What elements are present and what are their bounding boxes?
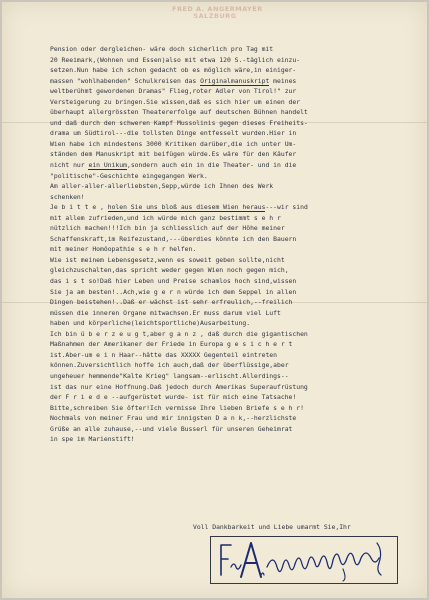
letter-line — [50, 202, 402, 213]
letter-line — [50, 360, 402, 371]
letterhead-stamp — [172, 5, 263, 28]
letter-line — [50, 97, 402, 108]
letter-text: nicht nur — [50, 161, 89, 170]
letter-text: der F r i e d e --aufgerüstet wurde- ist für mich eine Tatsache! — [50, 393, 297, 402]
stamp-city: SALZBURG — [193, 12, 237, 20]
letter-text: Ich bin ü b e r z e u g t,aber g a n z , daß durch die gigantischen — [50, 329, 308, 338]
letter-text: ständen dem Manuskript mit beifügen würde.Es wäre für den Käufer — [50, 150, 297, 159]
letter-text: Schaffenskraft,im Reifezustand,---überdies könnte ich den Bauern — [50, 234, 297, 243]
underlined-text: ein Unikum — [88, 161, 127, 170]
letter-line — [50, 329, 402, 340]
letter-line — [50, 44, 402, 55]
letter-line — [50, 192, 402, 203]
letter-line — [50, 371, 402, 382]
letter-text: haben und körperliche(leichtsportliche)Ausarbeitung. — [50, 319, 251, 328]
letter-text: Pension oder dergleichen- wäre doch sicherlich pro Tag mit — [50, 45, 274, 53]
letter-line — [50, 234, 402, 245]
letter-text: in spe im Marienstift! — [50, 435, 135, 444]
letter-line — [50, 76, 402, 87]
underlined-text: Originalmanuskript — [200, 76, 270, 85]
letter-text: Wie ist meinem Lebensgesetz,wenn es soweit geben sollte,nicht — [50, 255, 285, 264]
letter-line — [50, 160, 402, 171]
letter-text: Sie ja am besten!..Ach,wie g e r n würde ich dem Seppel in allen — [50, 287, 297, 296]
signature-icon — [211, 537, 397, 583]
letter-line — [50, 318, 402, 329]
letter-text: 20 Reeimark,(Wohnen und Essen)also mit etwa 120 S.-täglich einzu- — [50, 55, 301, 64]
letter-text: Bitte,schreiben Sie öfter!Ich vermisse Ihre lieben Briefe s e h r! — [50, 403, 304, 412]
letter-line — [50, 350, 402, 361]
letter-text: Nochmals von meiner Frau und mir innigsten D a n k,--herzlichste — [50, 414, 297, 423]
letter-line — [50, 413, 402, 424]
letter-text: Wien habe ich mindestens 3000 Kritiken darüber,die ich unter Um- — [50, 139, 297, 148]
underlined-text: holen Sie uns bloß aus diesem Wien heraus — [107, 203, 266, 212]
letter-text: und daß durch den schweren Kampf Mussolinis gegen dieses Freiheits- — [50, 118, 308, 127]
letter-line — [50, 181, 402, 192]
letter-text: Je b i t t e , — [50, 203, 108, 212]
stamp-name: FRED A. ANGERMAYER — [172, 5, 263, 13]
letter-text: Maßnahmen der Amerikaner der Friede in Europa g e s i c h e r t — [50, 340, 293, 349]
letter-line — [50, 107, 402, 118]
letter-line — [50, 171, 402, 182]
letter-text: ,sondern auch ein in die Theater- und in die — [126, 161, 297, 170]
letter-text: setzen.Nun habe ich schon gedacht ob es möglich wäre,in einiger- — [50, 66, 297, 75]
letter-line — [50, 128, 402, 139]
letter-line — [50, 118, 402, 129]
letter-text: Versteigerung zu bringen.Sie wissen,daß es sich hier um einen der — [50, 97, 301, 106]
letter-line — [50, 244, 402, 255]
letter-line — [50, 65, 402, 76]
letter-text: schenken! — [50, 192, 85, 201]
letter-text: ungeheuer hemmende"Kalte Krieg" langsam--erlischt.Allerdings-- — [50, 371, 289, 380]
letter-text: drama um Südtirol---die tollsten Dinge entfesselt wurden.Hier in — [50, 129, 297, 138]
letter-text: weltberühmt gewordenen Dramas" Flieg,roter Adler von Tirol!" zur — [50, 87, 297, 96]
letter-text: gleichzuschalten,das spricht weder gegen Wien noch gegen mich, — [50, 266, 289, 275]
letter-text: nützlich machen!!!Ich bin ja schliesslich auf der Höhe meiner — [50, 224, 285, 233]
letter-line — [50, 403, 402, 414]
letter-line — [50, 149, 402, 160]
letter-text: Am aller-aller-allerliebsten,Sepp,würde ich Ihnen des Werk — [50, 182, 274, 191]
letter-body — [50, 44, 402, 445]
letter-text: das i s t so!Daß hier Leben und Preise schamlos hoch sind,wissen — [50, 277, 297, 286]
letter-text: meines — [269, 76, 297, 85]
letter-line — [50, 392, 402, 403]
letter-line — [50, 223, 402, 234]
letter-line — [50, 276, 402, 287]
letter-text: ist.Aber-um e i n Haar--hätte das XXXXX Gegenteil eintreten — [50, 350, 278, 359]
letter-line — [50, 55, 402, 66]
letter-line — [50, 308, 402, 319]
letter-line — [50, 424, 402, 435]
letter-line — [50, 434, 402, 445]
letter-text: mit meiner Homöopathie s e h r helfen. — [50, 245, 197, 254]
letter-line — [50, 382, 402, 393]
letter-text: "politische"-Geschichte eingegangen Werk. — [50, 171, 208, 180]
letter-text: können.Zuversichtlich hoffe ich auch,daß der überflüssige,aber — [50, 361, 289, 370]
letter-line — [50, 255, 402, 266]
closing-line: Voll Dankbarkeit und Liebe umarmt Sie,Ihr — [193, 523, 351, 531]
letter-line — [50, 339, 402, 350]
letter-line — [50, 265, 402, 276]
letter-text: massen "wohlhabenden" Schulkreisen das — [50, 76, 201, 85]
signature-box — [210, 536, 398, 584]
letter-text: ist das nur eine Hoffnung.Daß jedoch durch Amerikas Superaufrüstung — [50, 382, 308, 391]
letter-text: mit allem zufrieden,und ich würde mich ganz bestimmt s e h r — [50, 213, 281, 222]
letter-text: Grüße an alle zuhause,--und viele Busserl für unseren Geheimrat — [50, 424, 293, 433]
letter-line — [50, 287, 402, 298]
letter-line — [50, 86, 402, 97]
letter-text: überhaupt allergrössten Theatererfolge auf deutschen Bühnen handelt — [50, 108, 308, 117]
letter-text: ---wir sind — [265, 203, 308, 212]
letter-text: Dingen beistehen!..Daß er wächst ist sehr erfreulich,--freilich — [50, 298, 293, 307]
letter-line — [50, 213, 402, 224]
letter-line — [50, 139, 402, 150]
letter-line — [50, 297, 402, 308]
letter-text: müssen die inneren Organe mitwachsen.Er muss darum viel Luft — [50, 308, 281, 317]
